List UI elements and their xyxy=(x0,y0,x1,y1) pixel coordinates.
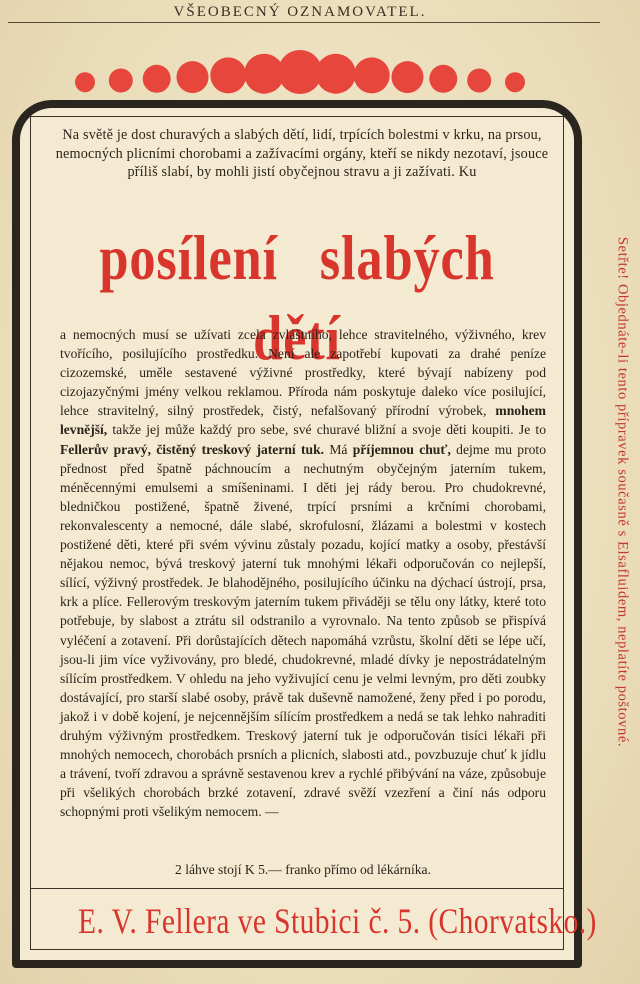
body-bold-1: mnohem levnější, xyxy=(60,403,546,438)
decorative-dot xyxy=(210,57,246,93)
body-bold-3: příjemnou chuť, xyxy=(352,441,451,457)
masthead: VŠEOBECNÝ OZNAMOVATEL. xyxy=(173,4,427,20)
body-paragraph xyxy=(60,325,546,821)
intro-paragraph: Na světě je dost churavých a slabých dětí, lidí, trpících bolestmi v krku, na prsou, nemocných plicními chorobami a zažívacími orgány, kteří se nikdy nezotaví, jsouce příliš slabí, by mohli jistí obyčejnou stravu a ji zažívati. Ku xyxy=(55,127,549,180)
decorative-dot xyxy=(392,61,424,93)
body-text-3: Má xyxy=(329,441,348,457)
decorative-dot xyxy=(177,61,209,93)
masthead-rule xyxy=(8,22,600,23)
company-name: E. V. Fellera ve Stubici č. 5. (Chorvatsko.) xyxy=(78,901,597,941)
price-line: 2 láhve stojí K 5.— franko přímo od lékárníka. xyxy=(175,862,431,877)
side-note: Setřte! Objednáte-li tento přípravek současně s Elsafluidem, neplatíte poštovné. xyxy=(614,236,631,748)
body-bold-2: Fellerův pravý, čistěný treskový jaterní tuk. xyxy=(60,441,325,457)
decorative-dot xyxy=(143,65,171,93)
decorative-dot xyxy=(505,72,525,92)
body-text-4: dejme mu proto přednost před špatně páchnoucím a nechutným obyčejným jaterním tukem, méněcennými emulsemi a smíšeninami. I děti jej rády berou. Pro chudokrevné, bledničkou postižené, špatně živené, trpící prsními a krčními chorobami, rekonvalescenty a nemocné, dále slabé, skrofulosní, žlázami a bolestmi v kostech postižené děti, které při svém vývinu zůstaly pozadu, kojící matky a osoby, přestávší nějakou nemoc, bývá treskový jaterní tuk mnohými lékaři odporučován co nejlepší, sílící, výživný prostředek. Je blahodějného, posilujícího účinku na dýchací ústrojí, prsa, krk a plíce. Fellerovým treskovým jaterním tukem přiváději se tělu ony látky, které toto potřebuje, by slabost a ztrátu sil odstranilo a vyrovnalo. Na tento způsob se přispívá vyléčení a zotavení. Při dorůstajících dětech napomáhá vzrůstu, školní děti se lépe učí, jsou-li jim více vyživovány, pro bledé, chudokrevné, mladé dívky je nepostrádatelným sílícím prostředkem. V ohledu na jeho vyživující cenu je velmi levným, pro děti zoubky dostávající, pro starší slabé osoby, právě tak duševně namožené, ženy před i po porodu, jakož i v době kojení, je nejcennějším sílícím prostředkem a nedá se tak lehko nahraditi druhým výživným prostředkem. Treskový jaterní tuk je odporučován tisíci lékaři při mnohých nemocech, chorobách prsních a plicních, slabosti atd., povzbuzuje chuť k jídlu a trávení, tvoří zdravou a správně sestavenou krev a rychlé přibývání na váze, způsobuje při všelikých chorobách brzké zotavení, zdravé svěží vzezření a činí nás odporu schopnými proti všelikým nemocem. — xyxy=(60,441,546,820)
decorative-dot xyxy=(316,54,356,94)
decorative-dot xyxy=(278,50,322,94)
body-text-1: a nemocných musí se užívati zcela zvláštního, lehce stravitelného, výživného, krev tvořícího, posilujícího prostředku. Není ale zapotřebí kupovati za drahé peníze cizozemské, uměle sestavené výživné prostředky, které bývají nabízeny pod cizojazyčnými jmény velkou reklamou. Příroda nám poskytuje daleko více posilující, lehce stravitelný, silný prostředek, čistý, nefalšovaný přírodní výrobek, xyxy=(60,327,546,419)
body-text-2: takže jej může každý pro sebe, své churavé bližní a svoje děti koupiti. Je to xyxy=(112,422,546,438)
decorative-dots xyxy=(0,30,600,110)
headline: posílení slabých dětí xyxy=(99,222,495,373)
decorative-dot xyxy=(75,72,95,92)
decorative-dot xyxy=(354,57,390,93)
decorative-dot xyxy=(467,69,491,93)
decorative-dot xyxy=(429,65,457,93)
decorative-dot xyxy=(109,69,133,93)
footer-top-rule xyxy=(30,888,564,889)
